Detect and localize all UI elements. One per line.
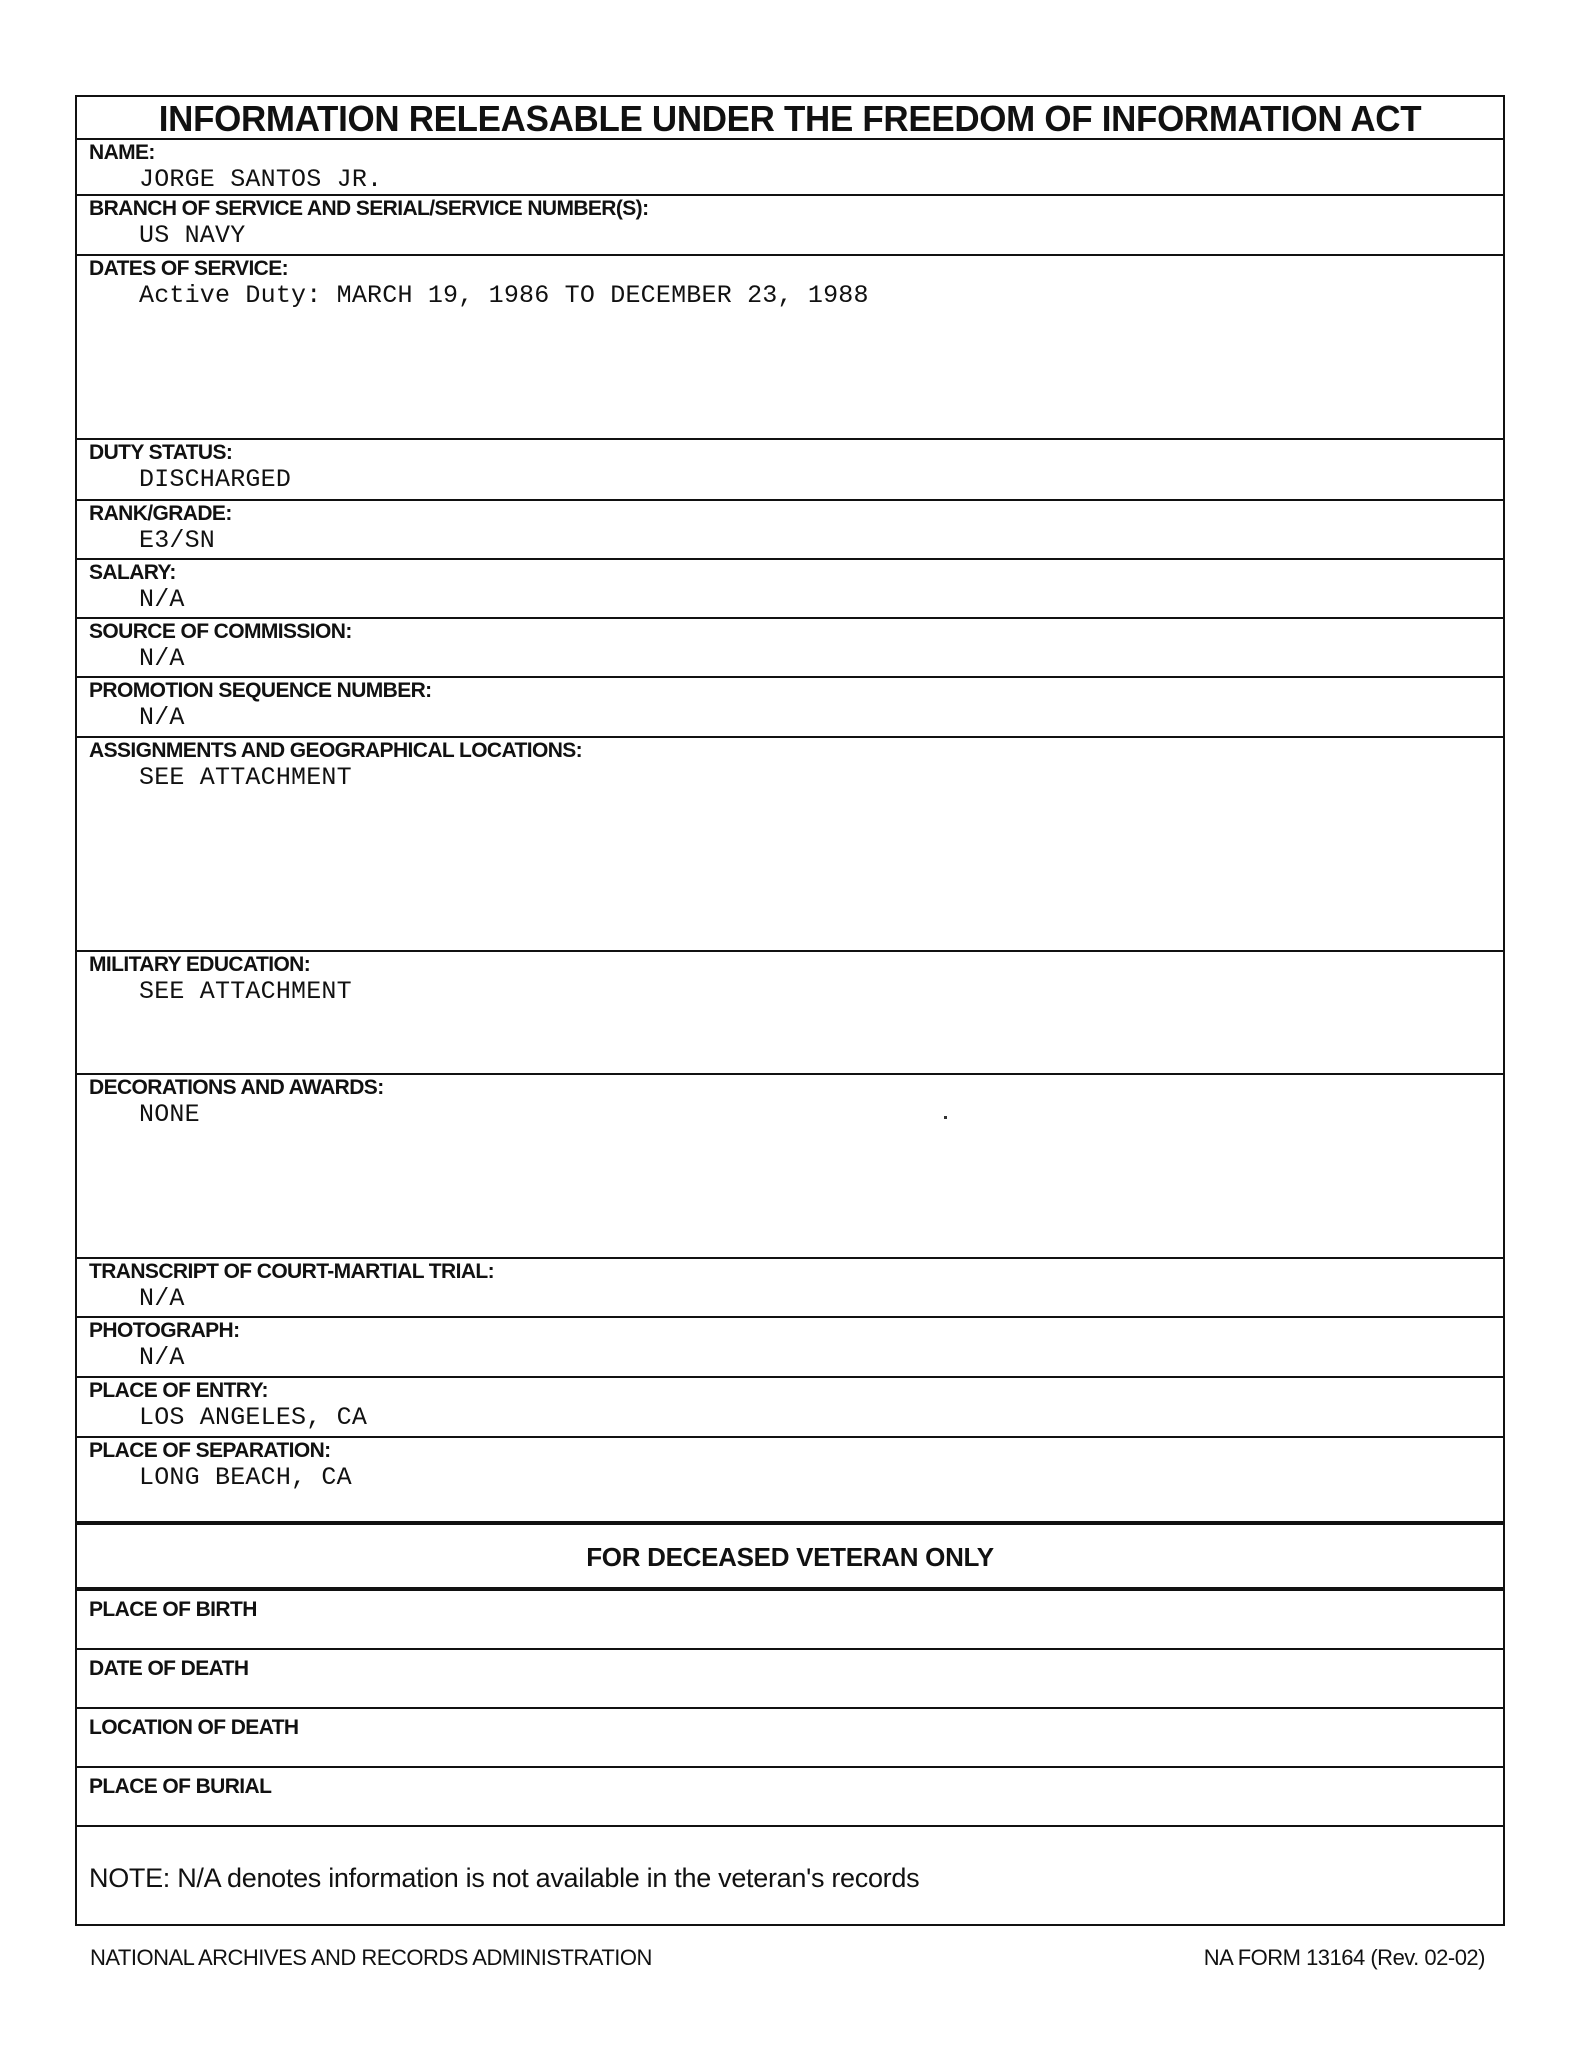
field-salary xyxy=(77,560,1503,619)
field-value: N/A xyxy=(139,1284,185,1313)
field-value: N/A xyxy=(139,585,185,614)
field-military-education xyxy=(77,952,1503,1075)
foia-release-form xyxy=(75,95,1505,1926)
field-location-of-death xyxy=(77,1709,1503,1768)
field-label: DATES OF SERVICE: xyxy=(89,257,289,280)
form-title: INFORMATION RELEASABLE UNDER THE FREEDOM OF INFORMATION ACT xyxy=(158,98,1422,139)
field-value: LONG BEACH, CA xyxy=(139,1463,352,1492)
field-label: PHOTOGRAPH: xyxy=(89,1319,240,1342)
field-value: SEE ATTACHMENT xyxy=(139,977,352,1006)
field-court-martial-transcript xyxy=(77,1259,1503,1318)
field-source-of-commission xyxy=(77,619,1503,678)
field-label: SOURCE OF COMMISSION: xyxy=(89,620,352,643)
field-label: DATE OF DEATH xyxy=(89,1657,249,1680)
field-photograph xyxy=(77,1318,1503,1378)
field-dates-of-service xyxy=(77,256,1503,440)
field-rank-grade xyxy=(77,501,1503,560)
deceased-section-title: FOR DECEASED VETERAN ONLY xyxy=(586,1542,994,1572)
field-place-of-separation xyxy=(77,1438,1503,1525)
field-place-of-entry xyxy=(77,1378,1503,1438)
field-label: PLACE OF BURIAL xyxy=(89,1775,272,1798)
field-value: N/A xyxy=(139,644,185,673)
field-label: ASSIGNMENTS AND GEOGRAPHICAL LOCATIONS: xyxy=(89,739,583,762)
note-text: NOTE: N/A denotes information is not available in the veteran's records xyxy=(89,1863,920,1893)
field-value: N/A xyxy=(139,703,185,732)
field-value: Active Duty: MARCH 19, 1986 TO DECEMBER 23, 1988 xyxy=(139,281,869,310)
field-value: US NAVY xyxy=(139,221,246,250)
field-label: LOCATION OF DEATH xyxy=(89,1716,299,1739)
field-label: PLACE OF BIRTH xyxy=(89,1598,257,1621)
field-branch-of-service xyxy=(77,196,1503,256)
field-value: N/A xyxy=(139,1343,185,1372)
field-value: DISCHARGED xyxy=(139,465,292,494)
field-place-of-birth xyxy=(77,1591,1503,1650)
field-value: SEE ATTACHMENT xyxy=(139,763,352,792)
field-place-of-burial xyxy=(77,1768,1503,1827)
footer-agency: NATIONAL ARCHIVES AND RECORDS ADMINISTRATION xyxy=(90,1945,652,1970)
note-row xyxy=(77,1827,1503,1926)
field-value: E3/SN xyxy=(139,526,216,555)
field-label: SALARY: xyxy=(89,561,176,584)
scan-artifact-dot xyxy=(944,1116,947,1119)
field-label: DECORATIONS AND AWARDS: xyxy=(89,1076,384,1099)
field-date-of-death xyxy=(77,1650,1503,1709)
field-value: JORGE SANTOS JR. xyxy=(139,165,383,194)
field-decorations-and-awards xyxy=(77,1075,1503,1259)
field-label: PROMOTION SEQUENCE NUMBER: xyxy=(89,679,432,702)
field-label: DUTY STATUS: xyxy=(89,441,233,464)
field-label: TRANSCRIPT OF COURT-MARTIAL TRIAL: xyxy=(89,1260,495,1283)
footer-form-number: NA FORM 13164 (Rev. 02-02) xyxy=(1203,1945,1485,1970)
field-promotion-sequence-number xyxy=(77,678,1503,738)
field-label: MILITARY EDUCATION: xyxy=(89,953,311,976)
field-label: BRANCH OF SERVICE AND SERIAL/SERVICE NUMBER(S): xyxy=(89,197,649,220)
field-label: PLACE OF ENTRY: xyxy=(89,1379,268,1402)
field-name xyxy=(77,140,1503,196)
field-assignments xyxy=(77,738,1503,952)
form-header xyxy=(77,97,1503,140)
field-label: RANK/GRADE: xyxy=(89,502,232,525)
field-value: LOS ANGELES, CA xyxy=(139,1403,368,1432)
field-duty-status xyxy=(77,440,1503,501)
field-value: NONE xyxy=(139,1100,200,1129)
field-label: PLACE OF SEPARATION: xyxy=(89,1439,331,1462)
field-label: NAME: xyxy=(89,141,155,164)
deceased-section-header xyxy=(77,1525,1503,1591)
